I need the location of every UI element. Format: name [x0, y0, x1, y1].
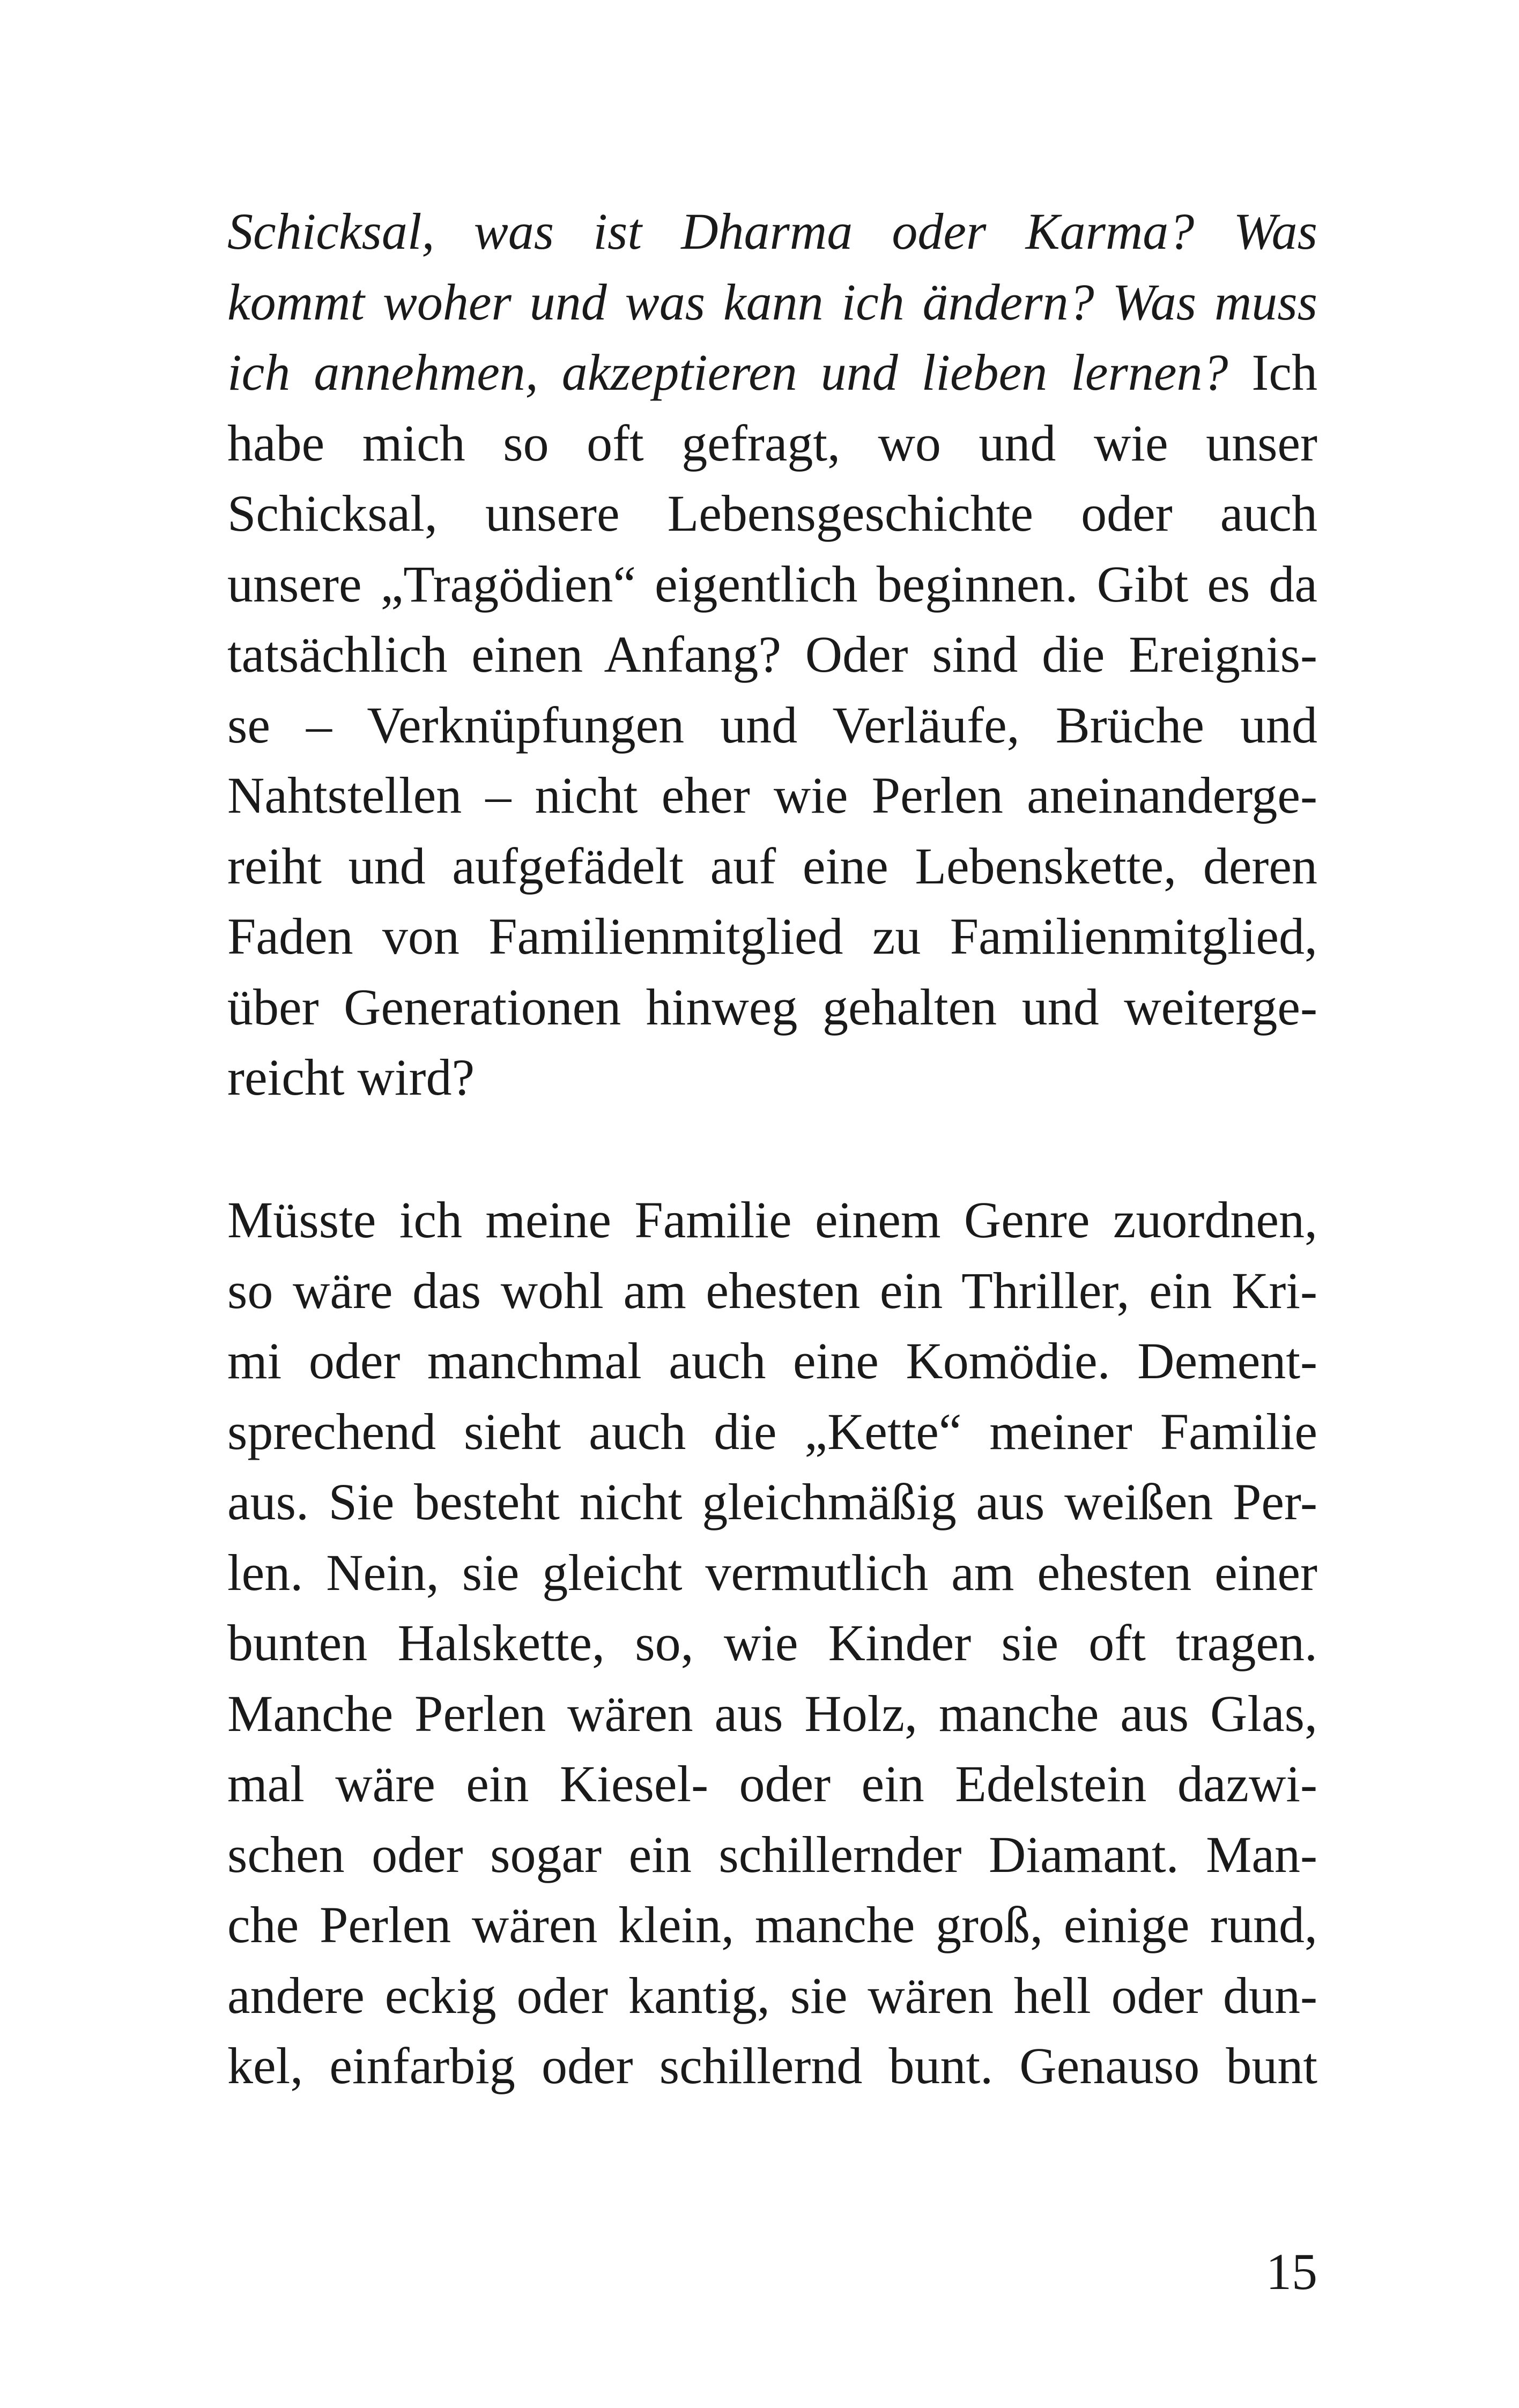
- text-line: [227, 831, 1317, 902]
- text-segment: Ich: [1228, 344, 1318, 401]
- text-line: [227, 1255, 1317, 1326]
- text-segment: reicht wird?: [227, 1049, 475, 1106]
- page-number: 15: [1266, 2243, 1317, 2300]
- text-segment: habe mich so oft gefragt, wo und wie unser: [227, 414, 1317, 472]
- text-line: [227, 267, 1317, 338]
- italic-text-segment: ich annehmen, akzeptieren und lieben lernen?: [227, 344, 1228, 401]
- text-line: [227, 1326, 1317, 1396]
- text-segment: Müsste ich meine Familie einem Genre zuordnen,: [227, 1191, 1317, 1248]
- text-line: [227, 1537, 1317, 1608]
- paragraph-1: [227, 196, 1317, 1113]
- text-line: [227, 901, 1317, 972]
- text-line: [227, 1749, 1317, 1819]
- text-line: [227, 1890, 1317, 1960]
- text-line: [227, 2031, 1317, 2101]
- text-line: [227, 1608, 1317, 1678]
- text-line: [227, 760, 1317, 831]
- text-line: [227, 1678, 1317, 1749]
- text-segment: mal wäre ein Kiesel- oder ein Edelstein dazwi-: [227, 1755, 1317, 1812]
- text-segment: sprechend sieht auch die „Kette“ meiner Familie: [227, 1402, 1317, 1460]
- text-segment: so wäre das wohl am ehesten ein Thriller, ein Kri-: [227, 1261, 1317, 1319]
- text-segment: schen oder sogar ein schillernder Diamant. Man-: [227, 1825, 1317, 1883]
- text-line: [227, 1396, 1317, 1467]
- italic-text-segment: kommt woher und was kann ich ändern? Was muss: [227, 273, 1317, 331]
- text-line: [227, 196, 1317, 267]
- text-line: [227, 1819, 1317, 1890]
- text-segment: Faden von Familienmitglied zu Familienmitglied,: [227, 908, 1317, 965]
- text-segment: se – Verknüpfungen und Verläufe, Brüche und: [227, 696, 1317, 754]
- text-line: [227, 1467, 1317, 1537]
- text-segment: Schicksal, unsere Lebensgeschichte oder auch: [227, 485, 1317, 542]
- text-line: [227, 478, 1317, 549]
- text-segment: mi oder manchmal auch eine Komödie. Dement-: [227, 1332, 1317, 1389]
- text-segment: kel, einfarbig oder schillernd bunt. Genauso bunt: [227, 2037, 1317, 2094]
- text-segment: Nahtstellen – nicht eher wie Perlen aneinanderge-: [227, 767, 1317, 824]
- text-segment: andere eckig oder kantig, sie wären hell oder dun-: [227, 1966, 1317, 2024]
- text-segment: unsere „Tragödien“ eigentlich beginnen. Gibt es da: [227, 555, 1317, 613]
- paragraph-2: [227, 1185, 1317, 2101]
- text-line: [227, 549, 1317, 620]
- text-line: [227, 1042, 1317, 1113]
- text-segment: tatsächlich einen Anfang? Oder sind die Ereignis-: [227, 626, 1317, 683]
- text-segment: reiht und aufgefädelt auf eine Lebenskette, deren: [227, 837, 1317, 895]
- text-segment: aus. Sie besteht nicht gleichmäßig aus weißen Per-: [227, 1473, 1317, 1530]
- text-line: [227, 619, 1317, 690]
- text-line: [227, 690, 1317, 761]
- text-segment: len. Nein, sie gleicht vermutlich am ehesten einer: [227, 1543, 1317, 1601]
- text-line: [227, 1185, 1317, 1255]
- text-line: [227, 337, 1317, 408]
- text-segment: Manche Perlen wären aus Holz, manche aus Glas,: [227, 1684, 1317, 1742]
- text-line: [227, 1960, 1317, 2031]
- text-line: [227, 972, 1317, 1043]
- text-segment: bunten Halskette, so, wie Kinder sie oft tragen.: [227, 1614, 1317, 1671]
- text-line: [227, 408, 1317, 479]
- text-segment: über Generationen hinweg gehalten und weiterge-: [227, 978, 1317, 1036]
- text-segment: che Perlen wären klein, manche groß, einige rund,: [227, 1896, 1317, 1953]
- italic-text-segment: Schicksal, was ist Dharma oder Karma? Was: [227, 203, 1317, 260]
